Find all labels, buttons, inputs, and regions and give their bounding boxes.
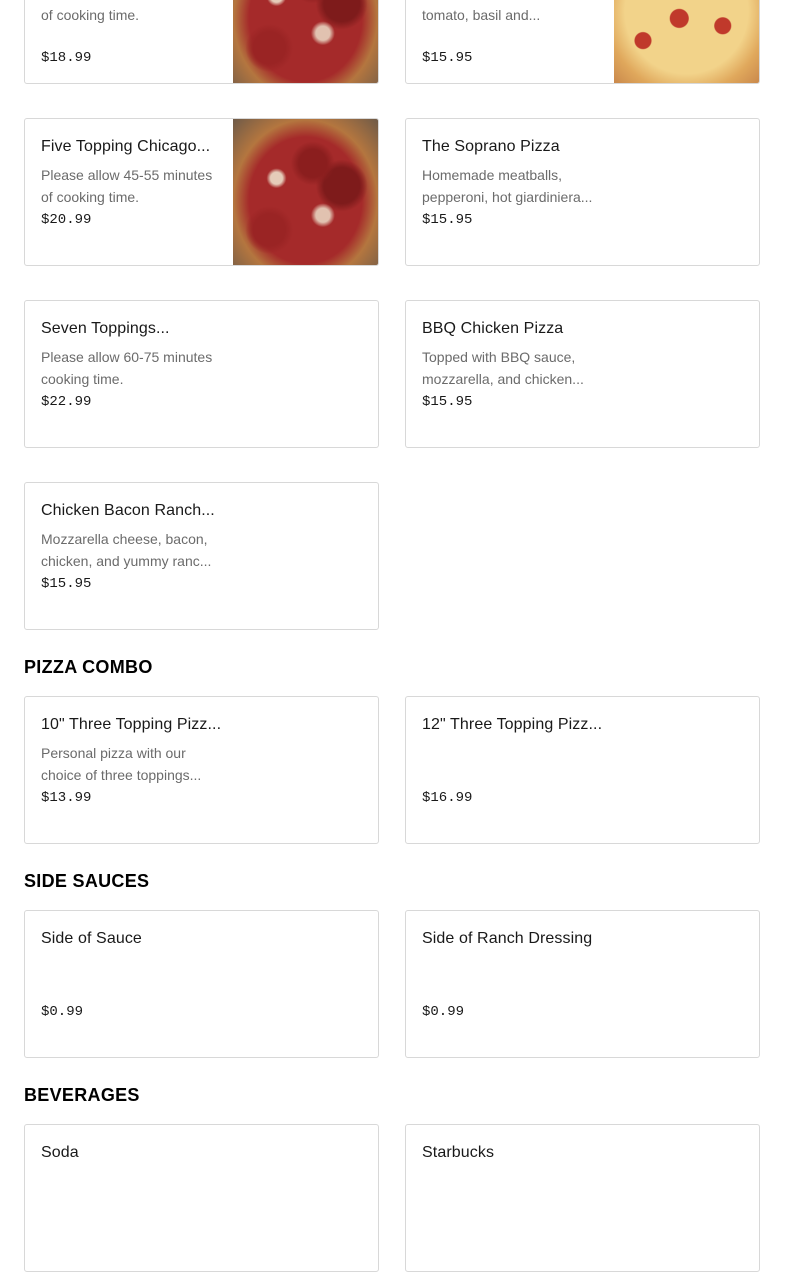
menu-item-card[interactable] xyxy=(24,482,379,630)
deep-dish-pizza-photo xyxy=(233,119,378,266)
item-name: Seven Toppings... xyxy=(41,320,170,337)
menu-item-card[interactable] xyxy=(24,1124,379,1272)
item-name: The Soprano Pizza xyxy=(422,138,560,155)
section-heading-pizza-combo: PIZZA COMBO xyxy=(24,657,153,677)
item-name: 12" Three Topping Pizz... xyxy=(422,716,603,733)
item-description: Please allow 60-75 minutes cooking time. xyxy=(41,349,213,387)
item-price: $15.95 xyxy=(422,212,473,228)
item-description: Mozzarella cheese, bacon, chicken, and yummy ranc... xyxy=(41,531,212,569)
item-description: Homemade meatballs, pepperoni, hot giardiniera... xyxy=(422,167,593,205)
item-description: of cooking time. xyxy=(41,7,140,23)
menu-item-card[interactable] xyxy=(405,118,760,266)
menu-item-card[interactable] xyxy=(24,696,379,844)
item-price: $15.95 xyxy=(422,50,473,66)
item-price: $15.95 xyxy=(41,576,92,592)
menu-item-card[interactable] xyxy=(405,0,760,84)
item-name: Side of Ranch Dressing xyxy=(422,930,593,947)
item-name: 10" Three Topping Pizz... xyxy=(41,716,222,733)
item-description: Topped with BBQ sauce, mozzarella, and chicken... xyxy=(422,349,584,387)
item-price: $20.99 xyxy=(41,212,92,228)
section-heading-beverages: BEVERAGES xyxy=(24,1085,140,1105)
menu-item-card[interactable] xyxy=(405,300,760,448)
item-price: $13.99 xyxy=(41,790,92,806)
menu-item-card[interactable] xyxy=(24,910,379,1058)
item-name: BBQ Chicken Pizza xyxy=(422,320,564,337)
menu-item-card[interactable] xyxy=(405,696,760,844)
thin-crust-pizza-photo xyxy=(614,0,759,84)
item-price: $22.99 xyxy=(41,394,92,410)
menu-item-card[interactable] xyxy=(24,118,379,266)
item-description: Personal pizza with our choice of three toppings... xyxy=(41,745,202,783)
item-description: tomato, basil and... xyxy=(422,7,541,23)
item-name: Side of Sauce xyxy=(41,930,142,947)
item-description: Please allow 45-55 minutes of cooking time. xyxy=(41,167,213,205)
menu-item-card[interactable] xyxy=(405,1124,760,1272)
menu-item-card[interactable] xyxy=(24,300,379,448)
item-price: $18.99 xyxy=(41,50,92,66)
item-name: Soda xyxy=(41,1144,79,1161)
item-name: Starbucks xyxy=(422,1144,495,1161)
deep-dish-pizza-photo xyxy=(233,0,378,84)
menu-item-card[interactable] xyxy=(405,910,760,1058)
item-price: $16.99 xyxy=(422,790,473,806)
item-name: Chicken Bacon Ranch... xyxy=(41,502,215,519)
menu-item-card[interactable] xyxy=(24,0,379,84)
item-price: $15.95 xyxy=(422,394,473,410)
item-name: Five Topping Chicago... xyxy=(41,138,211,155)
item-price: $0.99 xyxy=(41,1004,84,1020)
item-price: $0.99 xyxy=(422,1004,465,1020)
section-heading-side-sauces: SIDE SAUCES xyxy=(24,871,150,891)
